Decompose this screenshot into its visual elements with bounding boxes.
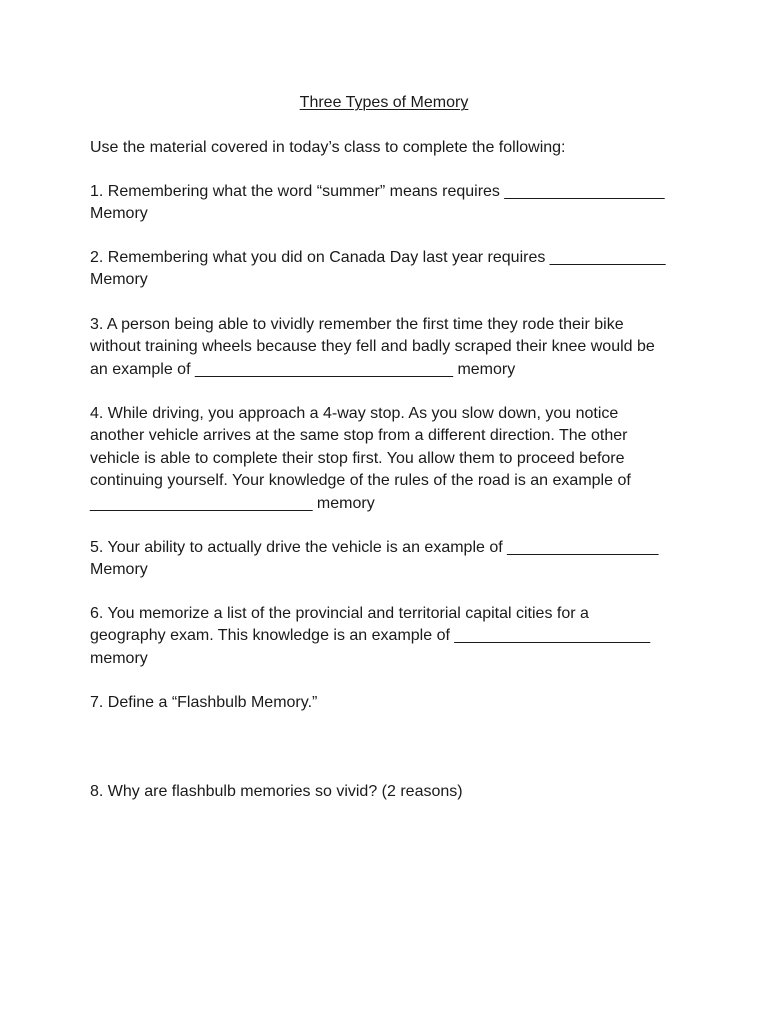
question-7-line-1: 7. Define a “Flashbulb Memory.” bbox=[90, 694, 318, 711]
worksheet-title: Three Types of Memory bbox=[299, 94, 469, 111]
question-5-line-1: 5. Your ability to actually drive the vehicle is an example of _________________ bbox=[90, 539, 659, 556]
question-2-line-2: Memory bbox=[90, 271, 148, 289]
question-6-line-2: geography exam. This knowledge is an example of ______________________ bbox=[90, 627, 651, 645]
question-1 bbox=[90, 181, 690, 226]
question-4 bbox=[90, 403, 690, 515]
question-8 bbox=[90, 781, 690, 803]
question-4-line-4: continuing yourself. Your knowledge of the rules of the road is an example of bbox=[90, 472, 631, 490]
question-6 bbox=[90, 603, 690, 670]
question-5-line-2: Memory bbox=[90, 561, 148, 579]
question-2 bbox=[90, 247, 690, 292]
question-2-line-1: 2. Remembering what you did on Canada Day last year requires _____________ bbox=[90, 249, 666, 266]
question-6-line-3: memory bbox=[90, 649, 148, 667]
question-5 bbox=[90, 537, 690, 582]
question-4-line-3: vehicle is able to complete their stop first. You allow them to proceed before bbox=[90, 449, 625, 467]
question-7 bbox=[90, 692, 690, 714]
question-4-line-1: 4. While driving, you approach a 4-way stop. As you slow down, you notice bbox=[90, 405, 619, 422]
question-3-line-3: an example of _____________________________ memory bbox=[90, 360, 516, 378]
question-1-line-1: 1. Remembering what the word “summer” means requires __________________ bbox=[90, 183, 665, 200]
question-3-line-2: without training wheels because they fell and badly scraped their knee would be bbox=[90, 338, 655, 356]
question-3-line-1: 3. A person being able to vividly remember the first time they rode their bike bbox=[90, 316, 624, 333]
question-8-line-1: 8. Why are flashbulb memories so vivid? (2 reasons) bbox=[90, 783, 463, 800]
question-3 bbox=[90, 314, 690, 381]
instructions bbox=[90, 137, 690, 159]
question-4-line-2: another vehicle arrives at the same stop from a different direction. The other bbox=[90, 427, 628, 445]
instructions-text: Use the material covered in today’s class to complete the following: bbox=[90, 139, 566, 156]
question-6-line-1: 6. You memorize a list of the provincial and territorial capital cities for a bbox=[90, 605, 589, 622]
question-4-line-5: _________________________ memory bbox=[90, 494, 375, 512]
question-1-line-2: Memory bbox=[90, 205, 148, 223]
